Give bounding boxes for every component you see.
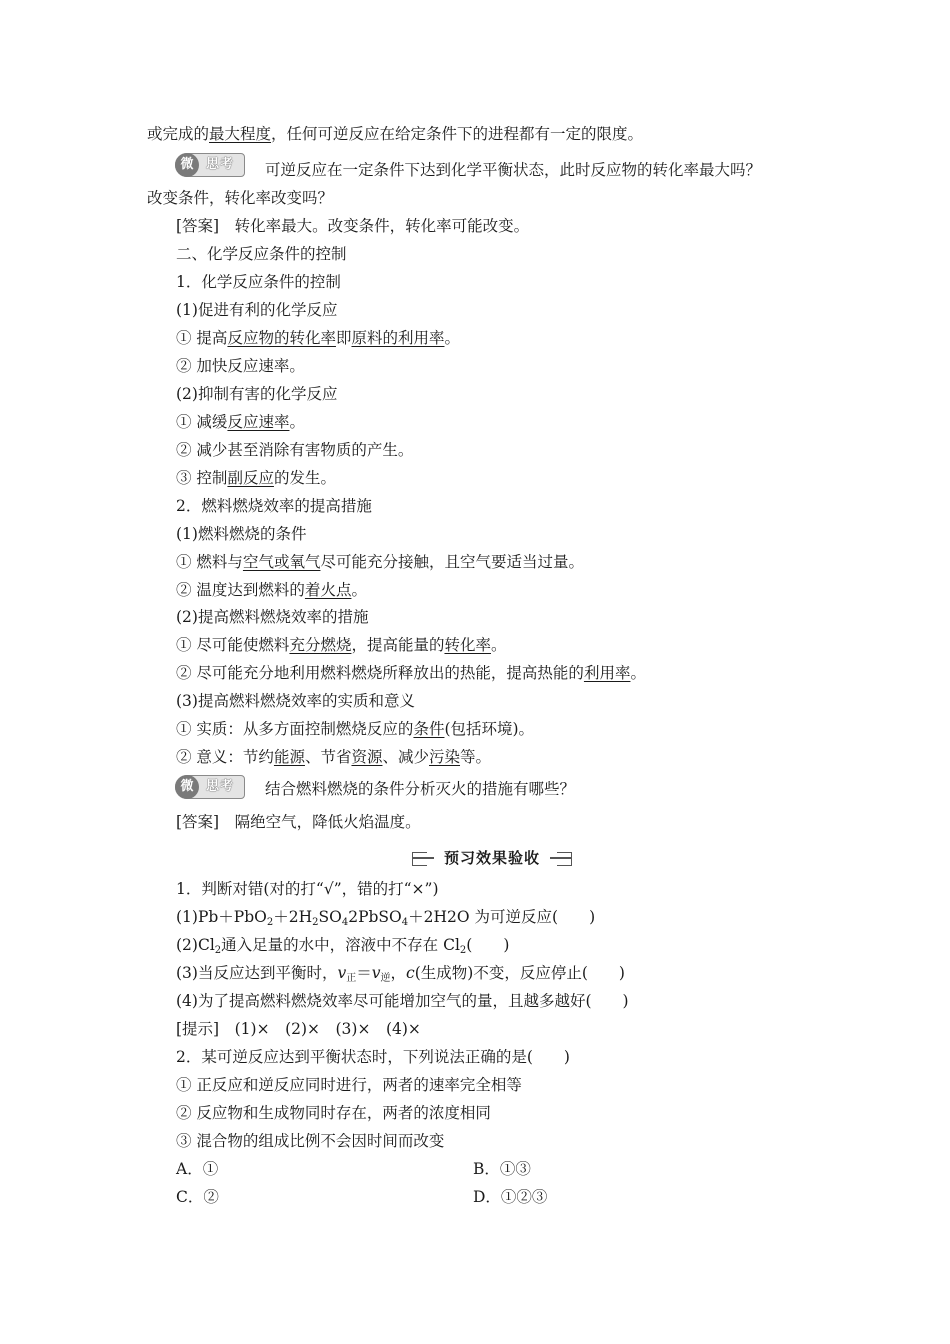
s2-1-2-a: ① 减缓反应速率。 (176, 413, 305, 431)
q2-statement2: ② 反应物和生成物同时存在，两者的浓度相同 (176, 1104, 491, 1122)
s2-2-1-a: ① 燃料与空气或氧气尽可能充分接触，且空气要适当过量。 (176, 553, 584, 571)
think2: 结合燃料燃烧的条件分析灭火的措施有哪些？ (265, 780, 576, 798)
think-badge-2-circle: 微 (175, 775, 199, 799)
s2-1-1-b: ② 加快反应速率。 (176, 357, 305, 375)
q2-option-d[interactable]: D．①②③ (473, 1188, 548, 1206)
s2-1: 1．化学反应条件的控制 (176, 273, 341, 291)
s2-1-2: (2)抑制有害的化学反应 (176, 385, 338, 403)
think-badge-circle: 微 (175, 153, 199, 177)
s2-1-1: (1)促进有利的化学反应 (176, 301, 338, 319)
banner-right-bracket (557, 852, 572, 866)
think-badge-2-label: 思考 (206, 779, 235, 794)
s2-2-2: (2)提高燃料燃烧效率的措施 (176, 608, 369, 626)
q2-option-c[interactable]: C．② (176, 1188, 219, 1206)
q1-item1: $(1)Pb+PbO_2+2H_2SO_42PbSO_4+2H2O$ 为可逆反应( ) (176, 908, 596, 928)
think-badge-label: 思考 (206, 157, 235, 172)
q2-option-a[interactable]: A．① (176, 1160, 219, 1178)
answer1: [答案] 转化率最大。改变条件，转化率可能改变。 (176, 217, 530, 235)
q1-hint: [提示] (1)× (2)× (3)× (4)× (176, 1020, 421, 1038)
section-banner (412, 846, 572, 870)
think1-line2: 改变条件，转化率改变吗？ (147, 189, 334, 207)
s2-2-2-b: ② 尽可能充分地利用燃料燃烧所释放出的热能，提高热能的利用率。 (176, 664, 646, 682)
q2-statement1: ① 正反应和逆反应同时进行，两者的速率完全相等 (176, 1076, 522, 1094)
answer2: [答案] 隔绝空气，降低火焰温度。 (176, 813, 421, 831)
s2-2-1: (1)燃料燃烧的条件 (176, 525, 307, 543)
q1-item4: (4)为了提高燃料燃烧效率尽可能增加空气的量，且越多越好( ) (176, 992, 629, 1010)
q1-item2: $(2)Cl_2$通入足量的水中，溶液中不存在 $Cl_2$( ) (176, 936, 510, 956)
section2-title: 二、化学反应条件的控制 (176, 245, 347, 263)
s2-2-1-b: ② 温度达到燃料的着火点。 (176, 581, 367, 599)
q1-stem: 1．判断对错(对的打“√”，错的打“×”) (176, 880, 439, 898)
q2-option-b[interactable]: B．①③ (473, 1160, 531, 1178)
s2-1-1-a: ① 提高反应物的转化率即原料的利用率。 (176, 329, 460, 347)
s2-1-2-b: ② 减少甚至消除有害物质的产生。 (176, 441, 414, 459)
think-badge-2 (175, 775, 245, 799)
s2-1-2-c: ③ 控制副反应的发生。 (176, 469, 336, 487)
q2-statement3: ③ 混合物的组成比例不会因时间而改变 (176, 1132, 445, 1150)
s2-2-2-a: ① 尽可能使燃料充分燃烧，提高能量的转化率。 (176, 636, 507, 654)
banner-title: 预习效果验收 (434, 846, 550, 870)
q1-item3: (3)当反应达到平衡时，$v_正=v_逆$，c(生成物)不变，反应停止( ) (176, 964, 625, 984)
q2-stem: 2．某可逆反应达到平衡状态时，下列说法正确的是( ) (176, 1048, 570, 1066)
s2-2-3-a: ① 实质：从多方面控制燃烧反应的条件(包括环境)。 (176, 720, 535, 738)
banner-left-bracket (412, 852, 427, 866)
intro-line: 或完成的最大程度，任何可逆反应在给定条件下的进程都有一定的限度。 (147, 125, 644, 143)
s2-2-3-b: ② 意义：节约能源、节省资源、减少污染等。 (176, 748, 492, 766)
s2-2: 2．燃料燃烧效率的提高措施 (176, 497, 372, 515)
think1-line1: 可逆反应在一定条件下达到化学平衡状态，此时反应物的转化率最大吗？ (265, 161, 762, 179)
think-badge (175, 153, 245, 177)
s2-2-3: (3)提高燃料燃烧效率的实质和意义 (176, 692, 415, 710)
